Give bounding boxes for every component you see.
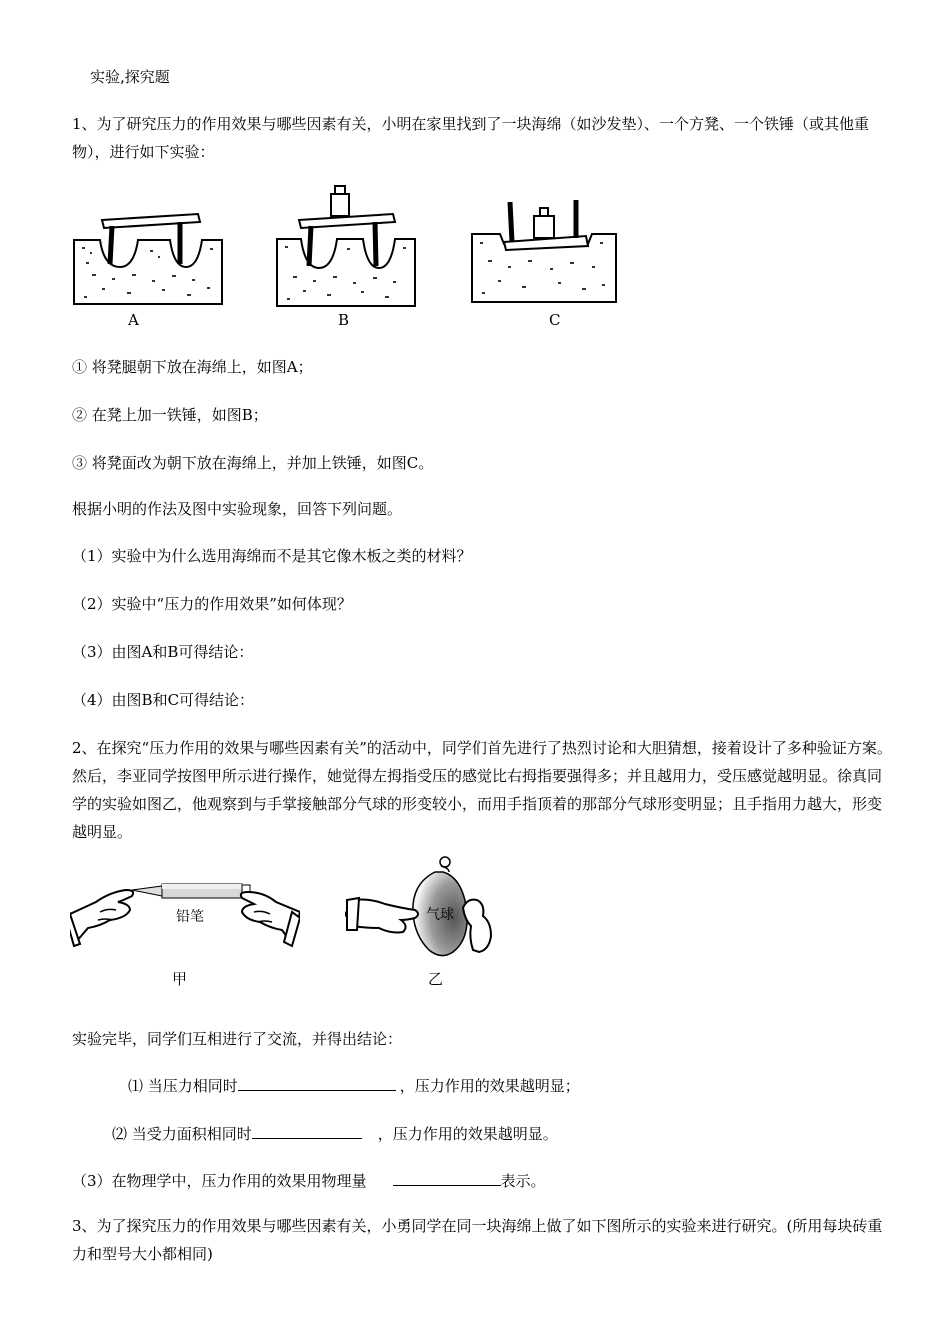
q2-intro: 2、在探究“压力作用的效果与哪些因素有关”的活动中，同学们首先进行了热烈讨论和大胆猜想，接着设计了多种验证方案。然后，李亚同学按图甲所示进行操作，她觉得左拇指受压的感觉比右拇指要强得多；并且越用力，受压感觉越明显。徐真同学的实验如图乙，他观察到与手掌接触部分气球的形变较小，而用手指顶着的那部分气球形变明显；且手指用力越大，形变越明显。 (72, 739, 892, 841)
conclusion-1-blank[interactable] (238, 1076, 396, 1091)
pencil-label: 铅笔 (176, 909, 204, 925)
balloon-label: 气球 (426, 907, 454, 923)
q1-question-3: （3）由图A和B可得结论： (72, 643, 254, 661)
figure-label-b: B (338, 311, 350, 329)
figure-label-a: A (128, 311, 139, 329)
q1-prompt: 根据小明的作法及图中实验现象，回答下列问题。 (72, 500, 403, 518)
q1-step-1: ① 将凳腿朝下放在海绵上，如图A； (72, 358, 313, 376)
q3-intro: 3、为了探究压力的作用效果与哪些因素有关，小勇同学在同一块海绵上做了如下图所示的实验来进行研究。(所用每块砖重力和型号大小都相同) (72, 1217, 883, 1263)
conclusion-2-post: ，压力作用的效果越明显。 (377, 1125, 558, 1143)
q1-question-2: （2）实验中“压力的作用效果”如何体现？ (72, 595, 352, 613)
conclusion-3-post: 表示。 (500, 1172, 546, 1190)
q1-question-4: （4）由图B和C可得结论： (72, 691, 255, 709)
figure-label-c: C (549, 311, 561, 329)
q1-question-1: （1）实验中为什么选用海绵而不是其它像木板之类的材料？ (72, 547, 472, 565)
q1-intro: 1、为了研究压力的作用效果与哪些因素有关，小明在家里找到了一块海绵（如沙发垫）、一个方凳、一个铁锤（或其他重物），进行如下实验： (72, 115, 870, 161)
sponge-figure-a (72, 212, 224, 307)
figure-label-yi: 乙 (428, 970, 444, 988)
q1-step-2: ② 在凳上加一铁锤，如图B； (72, 406, 268, 424)
conclusion-1-pre: ⑴ 当压力相同时 (128, 1077, 238, 1095)
section-title: 实验,探究题 (90, 68, 170, 86)
conclusion-3 (72, 1170, 546, 1191)
conclusion-1 (128, 1075, 580, 1096)
conclusion-2 (112, 1123, 558, 1144)
figure-label-jia: 甲 (172, 970, 188, 988)
conclusion-2-blank[interactable] (252, 1124, 362, 1139)
conclusion-1-post: ，压力作用的效果越明显； (399, 1077, 580, 1095)
conclusion-3-pre: （3）在物理学中，压力作用的效果用物理量 (72, 1172, 367, 1190)
balloon-figure (345, 854, 505, 966)
conclusion-2-pre: ⑵ 当受力面积相同时 (112, 1125, 252, 1143)
sponge-figure-c (470, 196, 618, 306)
conclusion-3-blank[interactable] (393, 1171, 501, 1186)
q2-summary: 实验完毕，同学们互相进行了交流，并得出结论： (72, 1030, 403, 1048)
q1-step-3: ③ 将凳面改为朝下放在海绵上，并加上铁锤，如图C。 (72, 454, 434, 472)
sponge-figure-b (275, 184, 417, 309)
